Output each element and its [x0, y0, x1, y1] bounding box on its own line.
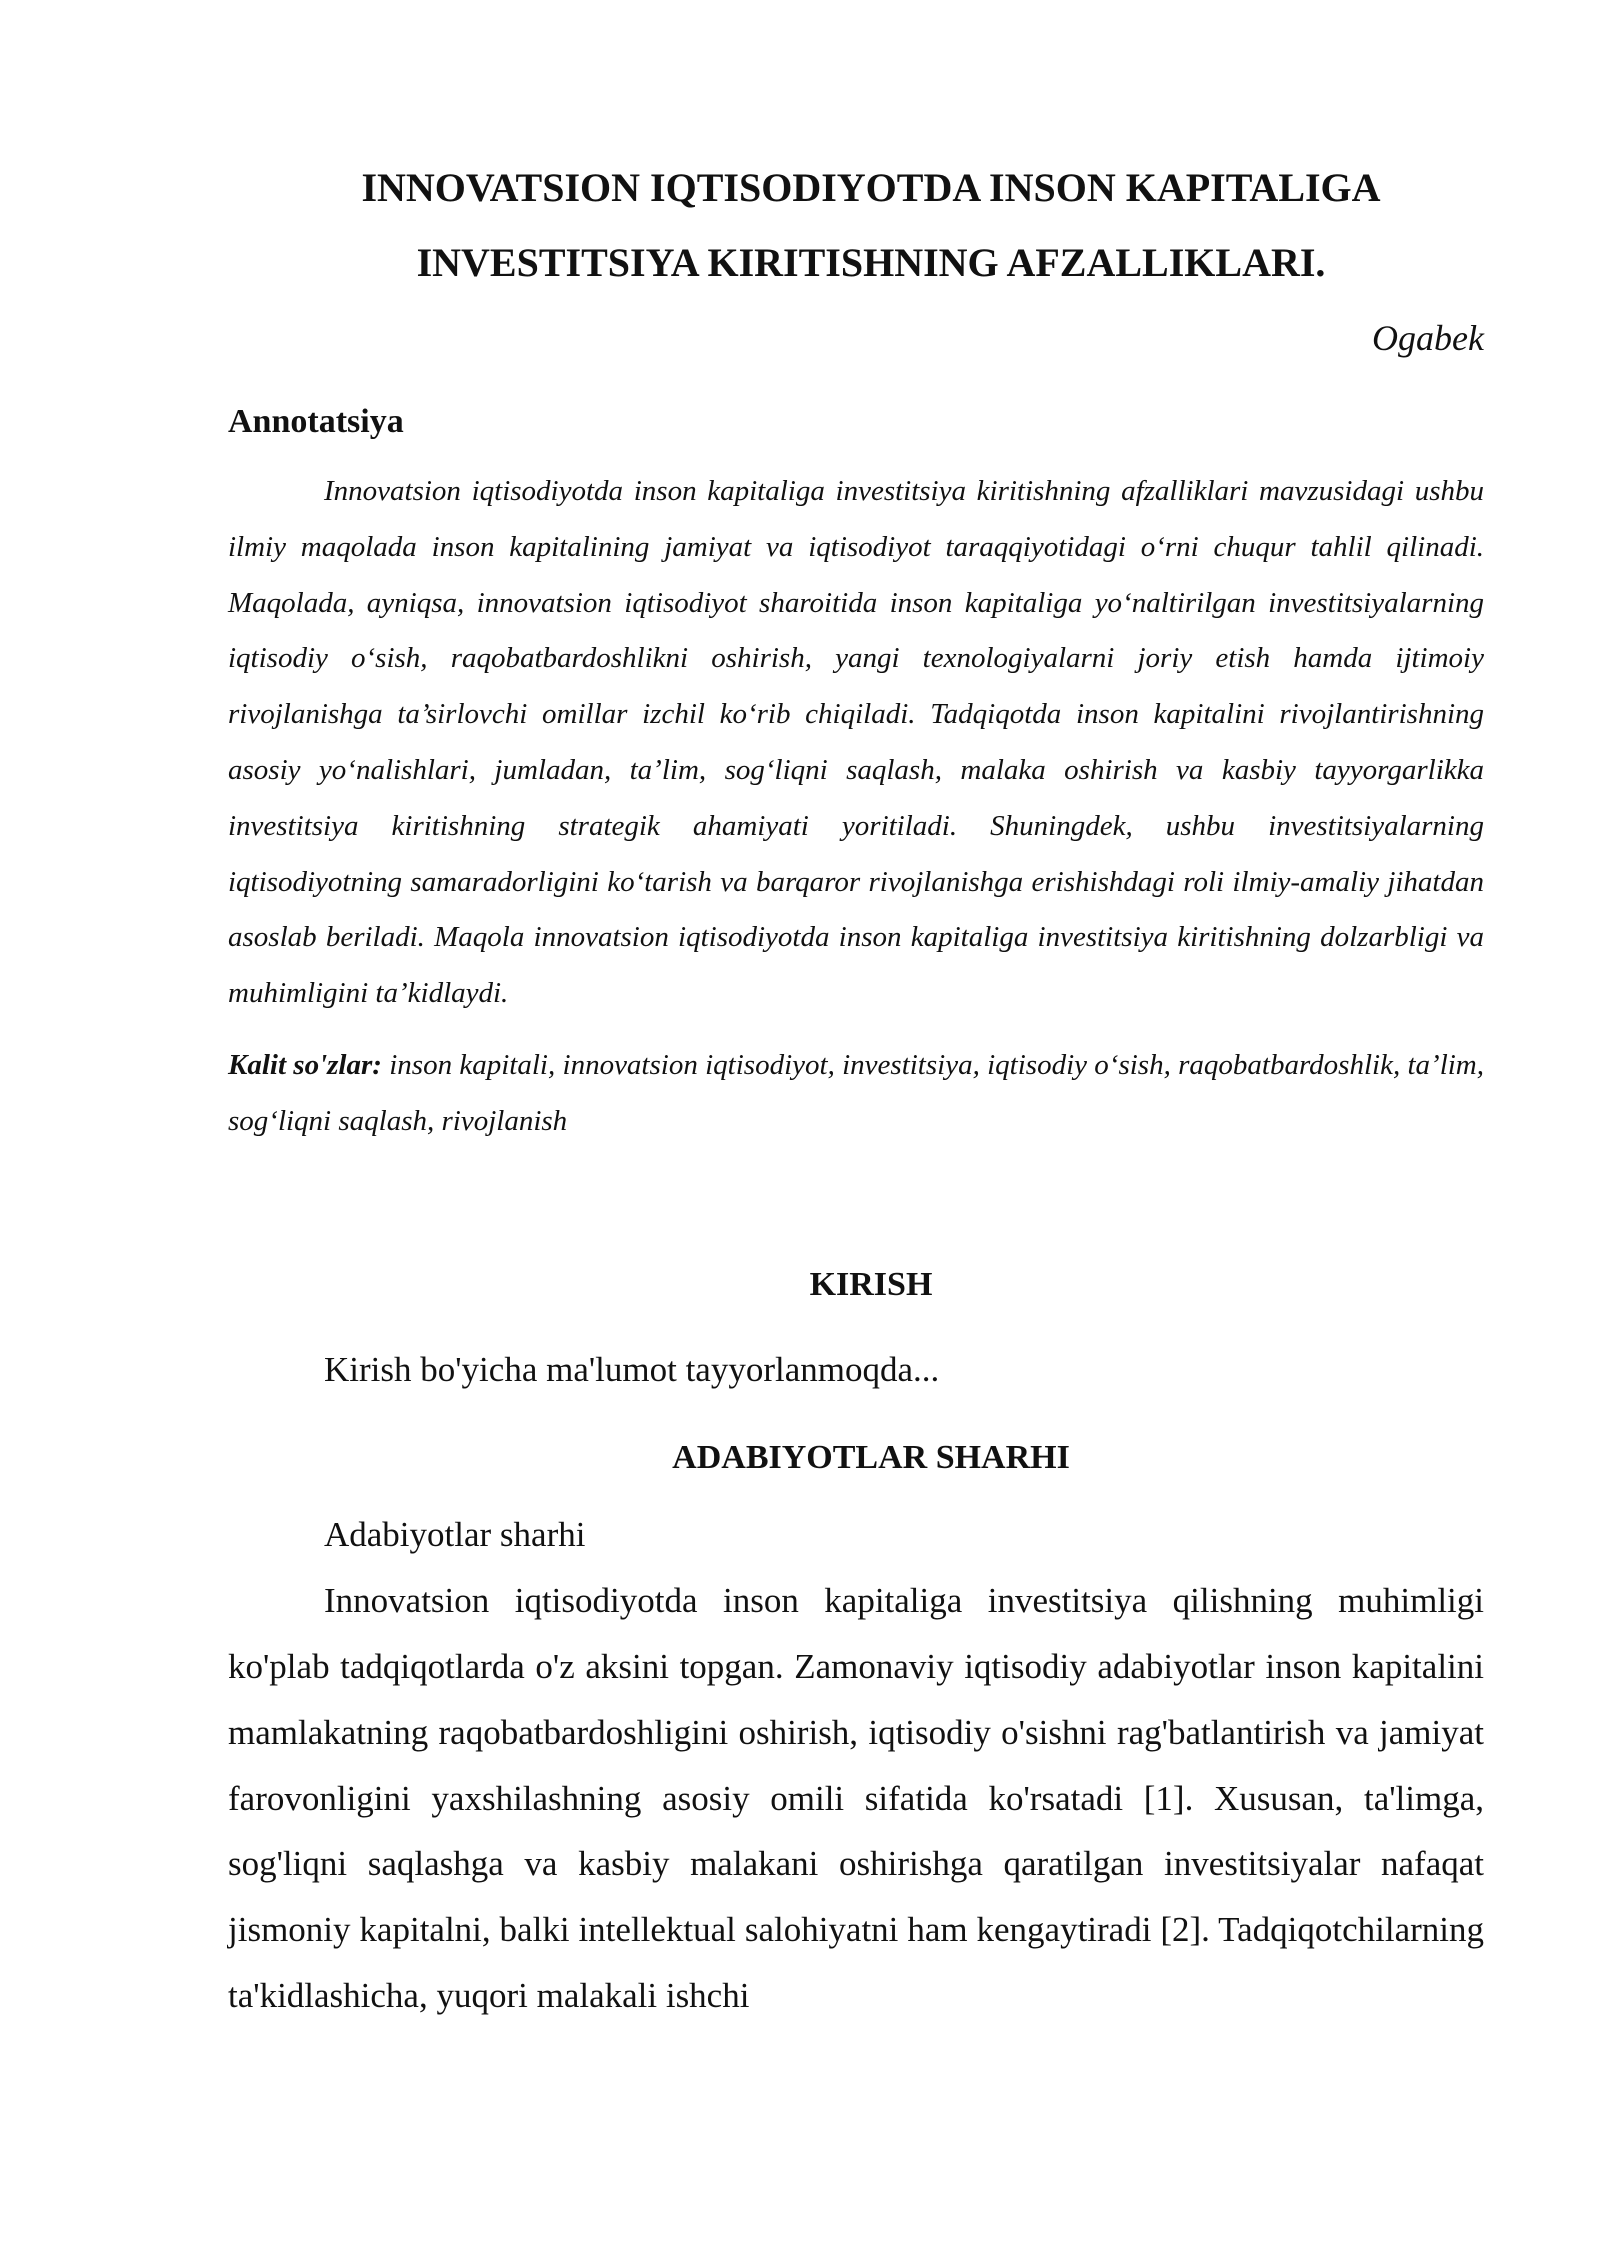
- keywords-text: inson kapitali, innovatsion iqtisodiyot, investitsiya, iqtisodiy o‘sish, raqobatbardoshlik, ta’lim, sog‘liqni saqlash, rivojlanish: [228, 1048, 1484, 1137]
- introduction-text: Kirish bo'yicha ma'lumot tayyorlanmoqda...: [324, 1349, 940, 1389]
- article-title-line-1: INNOVATSION IQTISODIYOTDA INSON KAPITALIGA: [361, 165, 1381, 210]
- document-content: [228, 150, 1484, 2029]
- abstract-text: Innovatsion iqtisodiyotda inson kapitaliga investitsiya kiritishning afzalliklari mavzusidagi ushbu ilmiy maqolada inson kapitalining jamiyat va iqtisodiyot taraqqiyotidagi o‘rni chuqur tahlil qilinadi. Maqolada, ayniqsa, innovatsion iqtisodiyot sharoitida inson kapitaliga yo‘naltirilgan investitsiyalarning iqtisodiy o‘sish, raqobatbardoshlikni oshirish, yangi texnologiyalarni joriy etish hamda ijtimoiy rivojlanishga ta’sirlovchi omillar izchil ko‘rib chiqiladi. Tadqiqotda inson kapitalini rivojlantirishning asosiy yo‘nalishlari, jumladan, ta’lim, sog‘liqni saqlash, malaka oshirish va kasbiy tayyorgarlikka investitsiya kiritishning strategik ahamiyati yoritiladi. Shuningdek, ushbu investitsiyalarning iqtisodiyotning samaradorligini ko‘tarish va barqaror rivojlanishga erishishdagi roli ilmiy-amaliy jihatdan asoslab beriladi. Maqola innovatsion iqtisodiyotda inson kapitaliga investitsiya kiritishning dolzarbligi va muhimligini ta’kidlaydi.: [228, 475, 1484, 1010]
- literature-review-heading: ADABIYOTLAR SHARHI: [672, 1439, 1070, 1477]
- keywords-label: Kalit so'zlar:: [228, 1048, 382, 1081]
- article-title-line-2: INVESTITSIYA KIRITISHNING AFZALLIKLARI.: [416, 240, 1326, 285]
- author-name: Ogabek: [1372, 318, 1484, 358]
- abstract-heading: Annotatsiya: [228, 403, 404, 440]
- literature-review-label: Adabiyotlar sharhi: [324, 1515, 586, 1555]
- article-title: [228, 150, 1484, 300]
- keywords-paragraph: [228, 1038, 1484, 1150]
- literature-review-text: Innovatsion iqtisodiyotda inson kapitaliga investitsiya qilishning muhimligi ko'plab tadqiqotlarda o'z aksini topgan. Zamonaviy iqtisodiy adabiyotlar inson kapitalini mamlakatning raqobatbardoshligini oshirish, iqtisodiy o'sishni rag'batlantirish va jamiyat farovonligini yaxshilashning asosiy omili sifatida ko'rsatadi [1]. Xususan, ta'limga, sog'liqni saqlashga va kasbiy malakani oshirishga qaratilgan investitsiyalar nafaqat jismoniy kapitalni, balki intellektual salohiyatni ham kengaytiradi [2]. Tadqiqotchilarning ta'kidlashicha, yuqori malakali ishchi: [228, 1581, 1484, 2015]
- introduction-heading: KIRISH: [809, 1265, 933, 1303]
